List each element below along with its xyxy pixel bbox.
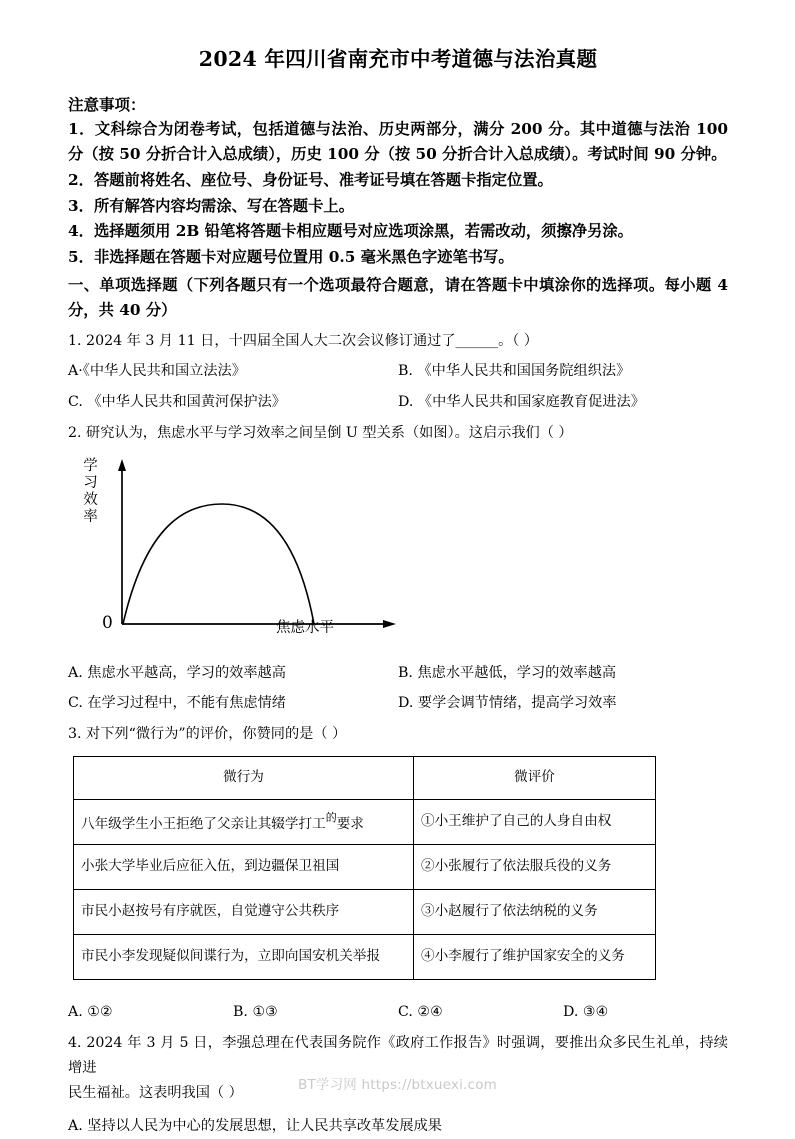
chart-x-axis-arrow: [383, 620, 396, 628]
chart-y-axis-char-3: 效: [83, 492, 98, 509]
table-cell-behavior-3: 市民小赵按号有序就医，自觉遵守公共秩序: [74, 890, 414, 935]
table-cell-behavior-4: 市民小李发现疑似间谍行为，立即向国安机关举报: [74, 935, 414, 980]
question-3-option-c[interactable]: C. ②④: [398, 1004, 443, 1021]
notice-item-4: 4．选择题须用 2B 铅笔将答题卡相应题号对应选项涂黑，若需改动，须擦净另涂。: [68, 222, 633, 241]
chart-y-axis-arrow: [118, 459, 126, 471]
inverted-u-chart-figure: [68, 456, 728, 656]
table-row: [74, 890, 656, 935]
question-1-option-d[interactable]: D. 《中华人民共和国家庭教育促进法》: [398, 394, 645, 410]
question-1-options-row-2: [68, 385, 728, 416]
section-heading: 一、单项选择题（下列各题只有一个选项最符合题意，请在答题卡中填涂你的选择项。每小题 4 分，共 40 分）: [68, 275, 728, 320]
chart-y-axis-char-2: 习: [83, 474, 98, 491]
question-2-option-c[interactable]: C. 在学习过程中，不能有焦虑情绪: [68, 695, 286, 712]
question-3-stem: 3. 对下列“微行为”的评价，你赞同的是（ ）: [68, 725, 347, 742]
question-4-option-a[interactable]: A. 坚持以人民为中心的发展思想，让人民共享改革发展成果: [68, 1117, 442, 1134]
table-header-row: [74, 757, 656, 800]
table-header-behavior: 微行为: [74, 757, 414, 800]
question-2-option-b[interactable]: B. 焦虑水平越低，学习的效率越高: [398, 664, 617, 681]
notice-item-1: 1．文科综合为闭卷考试，包括道德与法治、历史两部分，满分 200 分。其中道德与法治 100 分（按 50 分折合计入总成绩），历史 100 分（按 50 分折合计入总成绩）。考试时间 90 分钟。: [68, 119, 728, 164]
question-2-option-d[interactable]: D. 要学会调节情绪，提高学习效率: [398, 695, 617, 712]
behavior-text-1: 八年级学生小王拒绝了父亲让其辍学打工: [81, 815, 326, 832]
notice-heading: 注意事项：: [68, 94, 146, 114]
question-3-option-b[interactable]: B. ①③: [233, 1004, 278, 1021]
chart-svg: [86, 456, 416, 641]
chart-plot-area: [86, 456, 416, 645]
table-row: [74, 800, 656, 845]
question-2-options-row-1: [68, 656, 728, 687]
notice-item-2: 2．答题前将姓名、座位号、身份证号、准考证号填在答题卡指定位置。: [68, 171, 553, 190]
footer-watermark: BT学习网 https://btxuexi.com: [297, 1077, 498, 1093]
behavior-evaluation-table: [73, 756, 656, 980]
question-1-option-a[interactable]: A·《中华人民共和国立法法》: [68, 363, 246, 380]
chart-y-axis-char-1: 学: [83, 457, 98, 474]
question-1-option-b[interactable]: B. 《中华人民共和国国务院组织法》: [398, 363, 631, 380]
question-2-stem: 2. 研究认为，焦虑水平与学习效率之间呈倒 U 型关系（如图）。这启示我们（ ）: [68, 424, 573, 441]
question-1-stem: 1. 2024 年 3 月 11 日，十四届全国人大二次会议修订通过了______。（ ）: [68, 333, 539, 350]
question-3-option-d[interactable]: D. ③④: [563, 1004, 609, 1021]
question-3-option-a[interactable]: A. ①②: [68, 1004, 113, 1021]
question-1-options-row-1: [68, 354, 728, 385]
question-2-option-a[interactable]: A. 焦虑水平越高，学习的效率越高: [68, 664, 286, 681]
behavior-text-1-post: 要求: [336, 815, 364, 832]
notice-item-5: 5．非选择题在答题卡对应题号位置用 0.5 毫米黑色字迹笔书写。: [68, 248, 514, 267]
table-row: [74, 845, 656, 890]
table-cell-evaluation-2: ②小张履行了依法服兵役的义务: [414, 845, 656, 890]
chart-inverted-u-curve: [123, 504, 314, 624]
question-4-stem-line-2: 民生福祉。这表明我国（ ）: [68, 1085, 243, 1102]
behavior-raised-char-1: 的: [325, 810, 337, 824]
document-content: [68, 0, 728, 1139]
page-title: 2024 年四川省南充市中考道德与法治真题: [198, 47, 598, 71]
question-2-options-row-2: [68, 686, 728, 717]
question-3-options-row: [68, 980, 728, 1026]
table-header-evaluation: 微评价: [414, 757, 656, 800]
notice-item-3: 3．所有解答内容均需涂、写在答题卡上。: [68, 196, 354, 215]
table-row: [74, 935, 656, 980]
table-cell-behavior-1: [74, 800, 414, 845]
chart-y-axis-char-4: 率: [83, 509, 98, 526]
question-4-stem-line-1: 4. 2024 年 3 月 5 日，李强总理在代表国务院作《政府工作报告》时强调，要推出众多民生礼单，持续增进: [68, 1034, 728, 1077]
question-1-option-c[interactable]: C. 《中华人民共和国黄河保护法》: [68, 394, 286, 410]
table-cell-evaluation-4: ④小李履行了维护国家安全的义务: [414, 935, 656, 980]
table-cell-behavior-2: 小张大学毕业后应征入伍，到边疆保卫祖国: [74, 845, 414, 890]
table-cell-evaluation-1: ①小王维护了自己的人身自由权: [414, 800, 656, 845]
table-cell-evaluation-3: ③小赵履行了依法纳税的义务: [414, 890, 656, 935]
chart-x-axis-label: 焦虑水平: [276, 619, 334, 636]
chart-origin-label: 0: [102, 612, 113, 633]
